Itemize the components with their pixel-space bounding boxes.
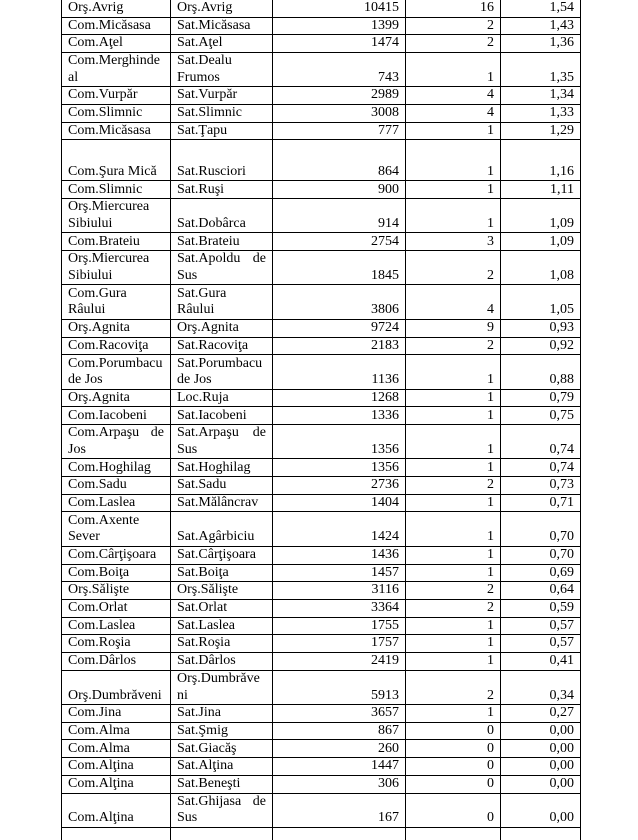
table-row — [62, 233, 581, 251]
population-cell: 1457 — [273, 564, 406, 582]
population-cell: 864 — [273, 140, 406, 181]
population-cell: 1436 — [273, 546, 406, 564]
admin-unit-cell: Com.Alţina — [62, 793, 171, 827]
admin-unit-cell: Orş.Agnita — [62, 319, 171, 337]
rate-cell: 1,43 — [501, 17, 581, 35]
population-cell — [273, 827, 406, 840]
population-cell: 1356 — [273, 459, 406, 477]
count-cell: 0 — [406, 758, 501, 776]
rate-cell: 0,00 — [501, 793, 581, 827]
count-cell: 1 — [406, 512, 501, 546]
admin-unit-cell: Com.Hoghilag — [62, 459, 171, 477]
rate-cell: 1,08 — [501, 251, 581, 285]
count-cell: 2 — [406, 599, 501, 617]
count-cell: 1 — [406, 181, 501, 199]
table-row — [62, 722, 581, 740]
table-row — [62, 740, 581, 758]
admin-unit-cell: Orş.Sălişte — [62, 582, 171, 600]
admin-unit-cell: Com.Aţel — [62, 35, 171, 53]
locality-cell: Orş.Sălişte — [171, 582, 273, 600]
population-cell: 1399 — [273, 17, 406, 35]
population-cell: 167 — [273, 793, 406, 827]
count-cell: 3 — [406, 233, 501, 251]
population-cell: 1845 — [273, 251, 406, 285]
population-cell: 867 — [273, 722, 406, 740]
locality-cell: Orş.Avrig — [171, 0, 273, 17]
count-cell: 1 — [406, 635, 501, 653]
rate-cell: 1,36 — [501, 35, 581, 53]
rate-cell: 0,57 — [501, 635, 581, 653]
count-cell: 0 — [406, 775, 501, 793]
locality-cell: Sat.Alţina — [171, 758, 273, 776]
admin-unit-cell: Com.Cârţişoara — [62, 546, 171, 564]
rate-cell: 0,57 — [501, 617, 581, 635]
locality-cell: Sat.Vurpăr — [171, 87, 273, 105]
population-cell: 914 — [273, 199, 406, 233]
admin-unit-cell: Com.Alma — [62, 740, 171, 758]
admin-unit-cell: Com.Merghindeal — [62, 52, 171, 86]
rate-cell: 1,34 — [501, 87, 581, 105]
admin-unit-cell — [62, 827, 171, 840]
population-cell: 260 — [273, 740, 406, 758]
rate-cell: 0,64 — [501, 582, 581, 600]
admin-unit-cell: Com.Arpaşu de Jos — [62, 425, 171, 459]
admin-unit-cell: Com.Orlat — [62, 599, 171, 617]
locality-cell: Sat.Arpaşu de Sus — [171, 425, 273, 459]
table-row — [62, 355, 581, 389]
rate-cell: 0,00 — [501, 758, 581, 776]
table-row — [62, 251, 581, 285]
population-cell: 2989 — [273, 87, 406, 105]
locality-data-table — [61, 0, 581, 840]
table-row — [62, 652, 581, 670]
locality-cell: Sat.Roşia — [171, 635, 273, 653]
locality-cell: Sat.Gura Râului — [171, 285, 273, 319]
population-cell: 306 — [273, 775, 406, 793]
count-cell: 1 — [406, 705, 501, 723]
admin-unit-cell: Com.Axente Sever — [62, 512, 171, 546]
count-cell: 0 — [406, 722, 501, 740]
admin-unit-cell: Com.Laslea — [62, 494, 171, 512]
count-cell: 1 — [406, 199, 501, 233]
rate-cell: 0,00 — [501, 740, 581, 758]
table-row — [62, 140, 581, 181]
population-cell: 2419 — [273, 652, 406, 670]
population-cell: 1447 — [273, 758, 406, 776]
table-row — [62, 793, 581, 827]
table-row — [62, 52, 581, 86]
locality-cell: Sat.Hoghilag — [171, 459, 273, 477]
table-row — [62, 635, 581, 653]
admin-unit-cell: Orş.Avrig — [62, 0, 171, 17]
population-cell: 2736 — [273, 477, 406, 495]
count-cell: 0 — [406, 793, 501, 827]
locality-cell: Sat.Orlat — [171, 599, 273, 617]
population-cell: 9724 — [273, 319, 406, 337]
locality-cell: Sat.Dealu Frumos — [171, 52, 273, 86]
rate-cell: 0,73 — [501, 477, 581, 495]
admin-unit-cell: Com.Laslea — [62, 617, 171, 635]
admin-unit-cell: Com.Slimnic — [62, 104, 171, 122]
count-cell: 1 — [406, 407, 501, 425]
table-row — [62, 87, 581, 105]
population-cell: 1268 — [273, 389, 406, 407]
locality-cell: Sat.Racoviţa — [171, 337, 273, 355]
locality-cell: Sat.Ţapu — [171, 122, 273, 140]
locality-cell: Sat.Şmig — [171, 722, 273, 740]
rate-cell: 0,88 — [501, 355, 581, 389]
population-cell: 2754 — [273, 233, 406, 251]
table-row — [62, 122, 581, 140]
rate-cell: 0,79 — [501, 389, 581, 407]
table-row — [62, 285, 581, 319]
table-row — [62, 0, 581, 17]
locality-cell: Sat.Brateiu — [171, 233, 273, 251]
locality-cell: Sat.Rusciori — [171, 140, 273, 181]
table-row — [62, 389, 581, 407]
rate-cell: 0,34 — [501, 670, 581, 704]
count-cell: 9 — [406, 319, 501, 337]
rate-cell: 0,75 — [501, 407, 581, 425]
rate-cell: 1,11 — [501, 181, 581, 199]
table-row — [62, 337, 581, 355]
locality-cell: Sat.Dârlos — [171, 652, 273, 670]
rate-cell: 0,93 — [501, 319, 581, 337]
locality-cell: Sat.Giacăş — [171, 740, 273, 758]
count-cell: 2 — [406, 670, 501, 704]
rate-cell: 0,70 — [501, 512, 581, 546]
population-cell: 1136 — [273, 355, 406, 389]
count-cell: 2 — [406, 251, 501, 285]
table-row — [62, 775, 581, 793]
locality-cell: Sat.Beneşti — [171, 775, 273, 793]
table-row — [62, 582, 581, 600]
rate-cell: 1,16 — [501, 140, 581, 181]
admin-unit-cell: Com.Alma — [62, 722, 171, 740]
population-cell: 3008 — [273, 104, 406, 122]
count-cell: 1 — [406, 564, 501, 582]
population-cell: 5913 — [273, 670, 406, 704]
table-row — [62, 17, 581, 35]
admin-unit-cell: Com.Iacobeni — [62, 407, 171, 425]
admin-unit-cell: Com.Micăsasa — [62, 122, 171, 140]
locality-cell: Sat.Micăsasa — [171, 17, 273, 35]
table-row — [62, 319, 581, 337]
count-cell: 16 — [406, 0, 501, 17]
count-cell: 2 — [406, 337, 501, 355]
table-row — [62, 199, 581, 233]
locality-cell: Sat.Agârbiciu — [171, 512, 273, 546]
count-cell: 1 — [406, 617, 501, 635]
count-cell: 4 — [406, 285, 501, 319]
admin-unit-cell: Com.Jina — [62, 705, 171, 723]
rate-cell: 0,74 — [501, 425, 581, 459]
table-row — [62, 546, 581, 564]
locality-cell: Loc.Ruja — [171, 389, 273, 407]
population-cell: 1404 — [273, 494, 406, 512]
count-cell: 1 — [406, 652, 501, 670]
count-cell: 1 — [406, 122, 501, 140]
rate-cell: 0,41 — [501, 652, 581, 670]
rate-cell: 1,29 — [501, 122, 581, 140]
admin-unit-cell: Com.Sadu — [62, 477, 171, 495]
locality-cell: Sat.Apoldu de Sus — [171, 251, 273, 285]
count-cell: 0 — [406, 740, 501, 758]
locality-cell: Sat.Aţel — [171, 35, 273, 53]
locality-cell: Orş.Dumbrăveni — [171, 670, 273, 704]
count-cell: 1 — [406, 494, 501, 512]
count-cell: 1 — [406, 355, 501, 389]
admin-unit-cell: Com.Boiţa — [62, 564, 171, 582]
rate-cell: 1,33 — [501, 104, 581, 122]
admin-unit-cell: Com.Alţina — [62, 775, 171, 793]
population-cell: 1424 — [273, 512, 406, 546]
admin-unit-cell: Com.Dârlos — [62, 652, 171, 670]
admin-unit-cell: Com.Roşia — [62, 635, 171, 653]
count-cell: 1 — [406, 389, 501, 407]
rate-cell: 0,00 — [501, 775, 581, 793]
table-row — [62, 181, 581, 199]
rate-cell: 1,35 — [501, 52, 581, 86]
population-cell: 777 — [273, 122, 406, 140]
table-row — [62, 564, 581, 582]
population-cell: 2183 — [273, 337, 406, 355]
table-row — [62, 512, 581, 546]
table-row — [62, 494, 581, 512]
table-body — [62, 0, 581, 840]
rate-cell: 0,27 — [501, 705, 581, 723]
admin-unit-cell: Com.Slimnic — [62, 181, 171, 199]
admin-unit-cell: Com.Porumbacu de Jos — [62, 355, 171, 389]
admin-unit-cell: Com.Racoviţa — [62, 337, 171, 355]
table-row — [62, 705, 581, 723]
locality-cell: Sat.Jina — [171, 705, 273, 723]
count-cell: 1 — [406, 140, 501, 181]
rate-cell: 0,70 — [501, 546, 581, 564]
admin-unit-cell: Com.Gura Râului — [62, 285, 171, 319]
locality-cell: Orş.Agnita — [171, 319, 273, 337]
locality-cell: Sat.Sadu — [171, 477, 273, 495]
admin-unit-cell: Orş.Miercurea Sibiului — [62, 251, 171, 285]
count-cell: 2 — [406, 17, 501, 35]
admin-unit-cell: Orş.Dumbrăveni — [62, 670, 171, 704]
locality-cell: Sat.Boiţa — [171, 564, 273, 582]
table-row — [62, 459, 581, 477]
locality-cell: Sat.Iacobeni — [171, 407, 273, 425]
admin-unit-cell: Com.Micăsasa — [62, 17, 171, 35]
count-cell: 2 — [406, 35, 501, 53]
count-cell: 1 — [406, 52, 501, 86]
population-cell: 900 — [273, 181, 406, 199]
table-row — [62, 827, 581, 840]
population-cell: 1336 — [273, 407, 406, 425]
population-cell: 3364 — [273, 599, 406, 617]
population-cell: 3116 — [273, 582, 406, 600]
population-cell: 743 — [273, 52, 406, 86]
population-cell: 10415 — [273, 0, 406, 17]
population-cell: 1757 — [273, 635, 406, 653]
table-row — [62, 477, 581, 495]
admin-unit-cell: Orş.Agnita — [62, 389, 171, 407]
locality-cell: Sat.Porumbacu de Jos — [171, 355, 273, 389]
rate-cell: 0,71 — [501, 494, 581, 512]
count-cell: 1 — [406, 425, 501, 459]
rate-cell: 0,59 — [501, 599, 581, 617]
rate-cell: 0,69 — [501, 564, 581, 582]
table-row — [62, 758, 581, 776]
table-row — [62, 617, 581, 635]
locality-cell: Sat.Dobârca — [171, 199, 273, 233]
locality-cell: Sat.Mălâncrav — [171, 494, 273, 512]
count-cell: 4 — [406, 104, 501, 122]
rate-cell: 1,54 — [501, 0, 581, 17]
table-row — [62, 425, 581, 459]
table-row — [62, 599, 581, 617]
rate-cell: 0,74 — [501, 459, 581, 477]
population-cell: 3657 — [273, 705, 406, 723]
population-cell: 1755 — [273, 617, 406, 635]
population-cell: 1474 — [273, 35, 406, 53]
locality-cell: Sat.Ghijasa de Sus — [171, 793, 273, 827]
table-row — [62, 407, 581, 425]
count-cell: 1 — [406, 459, 501, 477]
rate-cell: 1,05 — [501, 285, 581, 319]
count-cell: 2 — [406, 582, 501, 600]
table-row — [62, 670, 581, 704]
rate-cell: 1,09 — [501, 199, 581, 233]
admin-unit-cell: Com.Şura Mică — [62, 140, 171, 181]
rate-cell — [501, 827, 581, 840]
admin-unit-cell: Orş.Miercurea Sibiului — [62, 199, 171, 233]
population-cell: 3806 — [273, 285, 406, 319]
count-cell — [406, 827, 501, 840]
rate-cell: 0,00 — [501, 722, 581, 740]
admin-unit-cell: Com.Vurpăr — [62, 87, 171, 105]
locality-cell: Sat.Laslea — [171, 617, 273, 635]
table-row — [62, 104, 581, 122]
locality-cell: Sat.Ruşi — [171, 181, 273, 199]
locality-cell — [171, 827, 273, 840]
population-cell: 1356 — [273, 425, 406, 459]
count-cell: 1 — [406, 546, 501, 564]
admin-unit-cell: Com.Alţina — [62, 758, 171, 776]
count-cell: 2 — [406, 477, 501, 495]
locality-cell: Sat.Slimnic — [171, 104, 273, 122]
rate-cell: 1,09 — [501, 233, 581, 251]
table-row — [62, 35, 581, 53]
locality-cell: Sat.Cârţişoara — [171, 546, 273, 564]
count-cell: 4 — [406, 87, 501, 105]
admin-unit-cell: Com.Brateiu — [62, 233, 171, 251]
rate-cell: 0,92 — [501, 337, 581, 355]
